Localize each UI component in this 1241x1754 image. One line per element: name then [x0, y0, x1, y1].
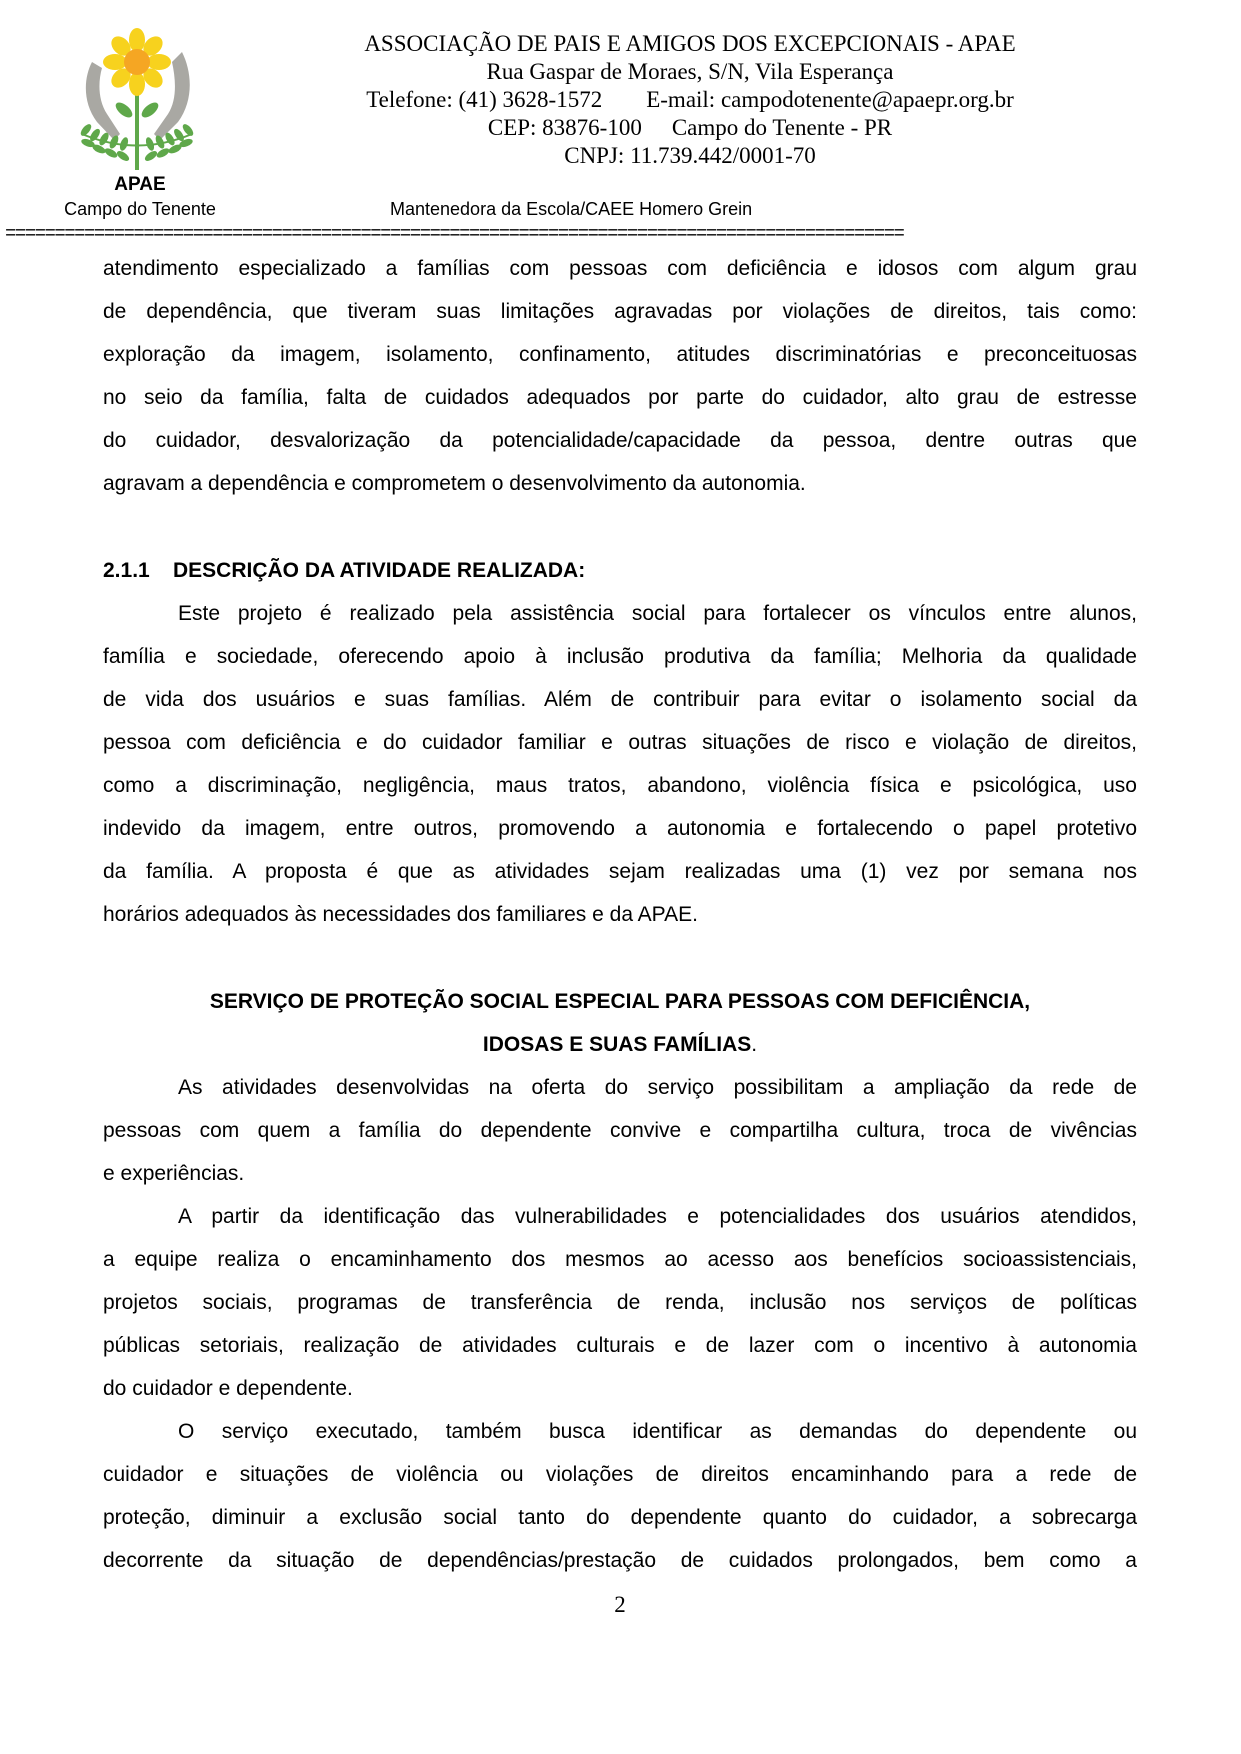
- text-line: proteção, diminuir a exclusão social tanto do dependente quanto do cuidador, a sobrecarga: [103, 1506, 1137, 1529]
- text-line: horários adequados às necessidades dos familiares e da APAE.: [103, 903, 698, 926]
- text-line: e experiências.: [103, 1162, 245, 1185]
- organization-cnpj: CNPJ: 11.739.442/0001-70: [564, 143, 816, 168]
- text-line: A partir da identificação das vulnerabilidades e potencialidades dos usuários atendidos,: [178, 1205, 1137, 1228]
- text-line: públicas setoriais, realização de atividades culturais e de lazer com o incentivo à autonomia: [103, 1334, 1137, 1357]
- section-number: 2.1.1: [103, 559, 150, 582]
- city-state-text: Campo do Tenente - PR: [671, 115, 893, 140]
- section-heading-service: [103, 980, 1137, 1066]
- text-line: do cuidador e dependente.: [103, 1377, 353, 1400]
- section-heading-activity: [103, 549, 585, 592]
- paragraph-service-activities: [103, 1066, 1137, 1195]
- apae-logo-icon: [62, 22, 212, 172]
- text-line: exploração da imagem, isolamento, confinamento, atitudes discriminatórias e preconceituosas: [103, 343, 1137, 366]
- organization-contact: [290, 86, 1090, 114]
- text-line: O serviço executado, também busca identificar as demandas do dependente ou: [178, 1420, 1137, 1443]
- text-line: agravam a dependência e comprometem o desenvolvimento da autonomia.: [103, 472, 806, 495]
- section-title: DESCRIÇÃO DA ATIVIDADE REALIZADA:: [173, 559, 586, 582]
- text-line: família e sociedade, oferecendo apoio à inclusão produtiva da família; Melhoria da qualidade: [103, 645, 1137, 668]
- text-line: a equipe realiza o encaminhamento dos mesmos ao acesso aos benefícios socioassistenciais,: [103, 1248, 1137, 1271]
- organization-title: ASSOCIAÇÃO DE PAIS E AMIGOS DOS EXCEPCIONAIS - APAE: [364, 31, 1016, 56]
- heading-line: SERVIÇO DE PROTEÇÃO SOCIAL ESPECIAL PARA PESSOAS COM DEFICIÊNCIA,: [209, 990, 1031, 1013]
- logo-city: Campo do Tenente: [64, 199, 216, 219]
- organization-address: Rua Gaspar de Moraes, S/N, Vila Esperança: [486, 59, 894, 84]
- paragraph-activity-description: [103, 592, 1137, 936]
- text-line: como a discriminação, negligência, maus tratos, abandono, violência física e psicológica, uso: [103, 774, 1137, 797]
- text-line: de dependência, que tiveram suas limitações agravadas por violações de direitos, tais como:: [103, 300, 1137, 323]
- organization-cep: [290, 114, 1090, 142]
- heading-line: IDOSAS E SUAS FAMÍLIAS.: [482, 1033, 758, 1056]
- text-line: atendimento especializado a famílias com pessoas com deficiência e idosos com algum grau: [103, 257, 1137, 280]
- phone-text: Telefone: (41) 3628-1572: [366, 87, 603, 112]
- logo-name: APAE: [114, 174, 166, 195]
- paragraph-vulnerabilities: [103, 1195, 1137, 1410]
- text-line: As atividades desenvolvidas na oferta do serviço possibilitam a ampliação da rede de: [178, 1076, 1137, 1099]
- text-line: pessoa com deficiência e do cuidador familiar e outras situações de risco e violação de direitos,: [103, 731, 1137, 754]
- header-separator: ===========================================================================================: [5, 223, 904, 245]
- cep-text: CEP: 83876-100: [487, 115, 642, 140]
- text-line: no seio da família, falta de cuidados adequados por parte do cuidador, alto grau de estresse: [103, 386, 1137, 409]
- maintainer-text: Mantenedora da Escola/CAEE Homero Grein: [390, 199, 753, 219]
- paragraph-intro: [103, 247, 1137, 505]
- text-line: da família. A proposta é que as atividades sejam realizadas uma (1) vez por semana nos: [103, 860, 1137, 883]
- text-line: indevido da imagem, entre outros, promovendo a autonomia e fortalecendo o papel protetivo: [103, 817, 1137, 840]
- text-line: do cuidador, desvalorização da potencialidade/capacidade da pessoa, dentre outras que: [103, 429, 1137, 452]
- email-link[interactable]: E-mail: campodotenente@apaepr.org.br: [646, 87, 1014, 112]
- text-line: decorrente da situação de dependências/prestação de cuidados prolongados, bem como a: [103, 1549, 1137, 1572]
- text-line: Este projeto é realizado pela assistência social para fortalecer os vínculos entre alunos,: [178, 602, 1137, 625]
- page-number: 2: [614, 1592, 626, 1617]
- paragraph-service-executed: [103, 1410, 1137, 1582]
- text-line: pessoas com quem a família do dependente convive e compartilha cultura, troca de vivências: [103, 1119, 1137, 1142]
- text-line: cuidador e situações de violência ou violações de direitos encaminhando para a rede de: [103, 1463, 1137, 1486]
- text-line: projetos sociais, programas de transferência de renda, inclusão nos serviços de políticas: [103, 1291, 1137, 1314]
- text-line: de vida dos usuários e suas famílias. Além de contribuir para evitar o isolamento social da: [103, 688, 1137, 711]
